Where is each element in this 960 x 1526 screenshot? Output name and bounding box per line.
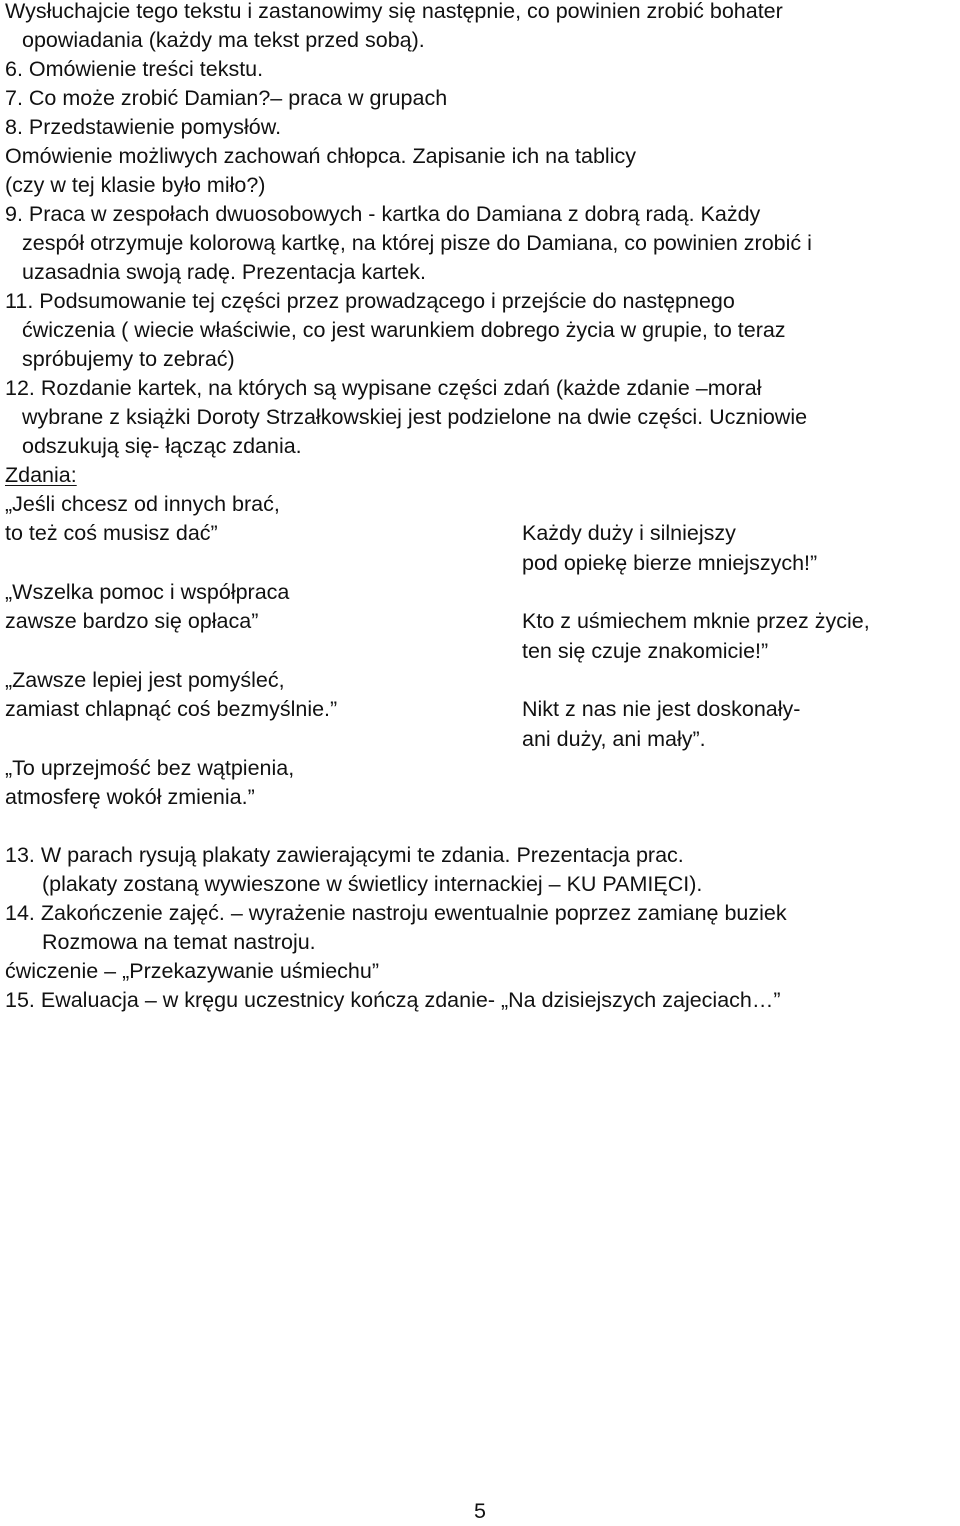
sentence-left-line: „Zawsze lepiej jest pomyśleć, [5, 668, 285, 692]
page-number: 5 [474, 1499, 486, 1523]
body-line: 6. Omówienie treści tekstu. [5, 57, 264, 81]
body-line: opowiadania (każdy ma tekst przed sobą). [22, 28, 425, 52]
body-line: ćwiczenia ( wiecie właściwie, co jest warunkiem dobrego życia w grupie, to teraz [22, 318, 786, 342]
body-line: 11. Podsumowanie tej części przez prowadzącego i przejście do następnego [5, 289, 735, 313]
closing-line: 13. W parach rysują plakaty zawierającymi te zdania. Prezentacja prac. [5, 843, 684, 867]
sentence-right-line: Każdy duży i silniejszy [522, 521, 736, 545]
sentence-right-line: ten się czuje znakomicie!” [522, 639, 769, 663]
closing-line: (plakaty zostaną wywieszone w świetlicy internackiej – KU PAMIĘCI). [42, 872, 703, 896]
sentence-right-line: pod opiekę bierze mniejszych!” [522, 551, 818, 575]
sentence-left-line: „Jeśli chcesz od innych brać, [5, 492, 280, 516]
body-line: 12. Rozdanie kartek, na których są wypisane części zdań (każde zdanie –morał [5, 376, 762, 400]
sentence-right-line: Kto z uśmiechem mknie przez życie, [522, 609, 870, 633]
body-line: wybrane z książki Doroty Strzałkowskiej jest podzielone na dwie części. Uczniowie [22, 405, 808, 429]
sentence-left-line: „To uprzejmość bez wątpienia, [5, 756, 295, 780]
sentence-right-line: Nikt z nas nie jest doskonały- [522, 697, 801, 721]
sentence-left-line: zawsze bardzo się opłaca” [5, 609, 259, 633]
sentence-left-line: to też coś musisz dać” [5, 521, 218, 545]
body-line: Wysłuchajcie tego tekstu i zastanowimy się następnie, co powinien zrobić bohater [5, 0, 783, 23]
closing-line: Rozmowa na temat nastroju. [42, 930, 316, 954]
body-line: Omówienie możliwych zachowań chłopca. Zapisanie ich na tablicy [5, 144, 636, 168]
closing-line: 15. Ewaluacja – w kręgu uczestnicy kończą zdanie- „Na dzisiejszych zajeciach…” [5, 988, 781, 1012]
body-line: 7. Co może zrobić Damian?– praca w grupach [5, 86, 448, 110]
body-line: 8. Przedstawienie pomysłów. [5, 115, 282, 139]
body-line: 9. Praca w zespołach dwuosobowych - kartka do Damiana z dobrą radą. Każdy [5, 202, 761, 226]
sentence-left-line: zamiast chlapnąć coś bezmyślnie.” [5, 697, 338, 721]
body-line: zespół otrzymuje kolorową kartkę, na której pisze do Damiana, co powinien zrobić i [22, 231, 812, 255]
sentence-left-line: atmosferę wokół zmienia.” [5, 785, 255, 809]
body-line: odszukują się- łącząc zdania. [22, 434, 302, 458]
closing-line: ćwiczenie – „Przekazywanie uśmiechu” [5, 959, 380, 983]
sentence-left-line: „Wszelka pomoc i współpraca [5, 580, 290, 604]
body-line: (czy w tej klasie było miło?) [5, 173, 266, 197]
body-line: spróbujemy to zebrać) [22, 347, 235, 371]
sentence-right-line: ani duży, ani mały”. [522, 727, 706, 751]
sentences-heading: Zdania: [5, 463, 77, 487]
body-line: uzasadnia swoją radę. Prezentacja kartek. [22, 260, 426, 284]
closing-line: 14. Zakończenie zajęć. – wyrażenie nastroju ewentualnie poprzez zamianę buziek [5, 901, 787, 925]
